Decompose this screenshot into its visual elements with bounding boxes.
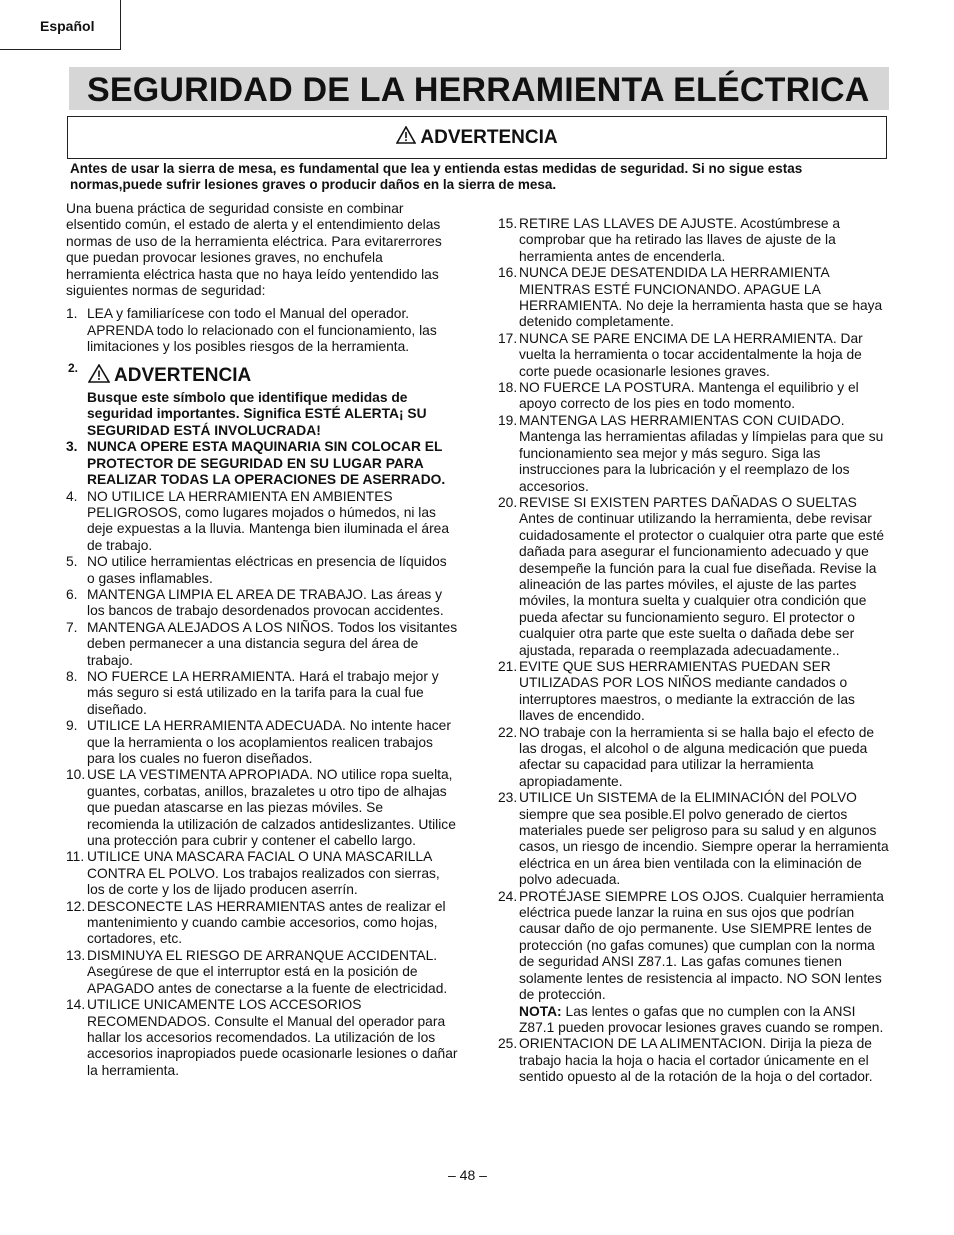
right-column-items [498, 216, 890, 1086]
list-item-11 [66, 849, 458, 898]
list-item-25 [498, 1036, 890, 1085]
item-number: 8. [66, 668, 78, 684]
item-number: 25. [498, 1036, 518, 1052]
item-text: USE LA VESTIMENTA APROPIADA. NO utilice ropa suelta, guantes, corbatas, anillos, brazaletes u otro tipo de alhajas que puedan atascarse en las piezas móviles. Se recomienda la utilización de calzados antideslizantes. Utilice una protección para cubrir y contener el cabello largo. [87, 767, 456, 849]
item-text: MANTENGA LAS HERRAMIENTAS CON CUIDADO. Mantenga las herramientas afiladas y límpielas para que su funcionamiento sea mejor y más seguro. Siga las instrucciones para la lubricación y el reemplazo de los accesorios. [519, 412, 884, 494]
list-item-5 [66, 554, 458, 587]
list-item-23 [498, 790, 890, 888]
note [519, 1004, 890, 1037]
title-bar [69, 67, 889, 110]
list-item-7 [66, 620, 458, 669]
item-text: NUNCA OPERE ESTA MAQUINARIA SIN COLOCAR EL PROTECTOR DE SEGURIDAD EN SU LUGAR PARA REALIZAR TODAS LA OPERACIONES DE ASERRADO. [87, 439, 446, 488]
intro-paragraph: Una buena práctica de seguridad consiste en combinar elsentido común, el estado de alerta y el entendimiento delas normas de uso de la herramienta eléctrica. Para evitarerrores que puedan provocar lesiones graves, no enchufela herramienta eléctrica hasta que no haya leído yentendido las siguientes normas de seguridad: [66, 201, 442, 299]
item-text: NO trabaje con la herramienta si se halla bajo el efecto de las drogas, el alcohol o de alguna medicación que pueda afectar su capacidad para utilizar la herramienta apropiadamente. [519, 724, 875, 789]
item-text: NO UTILICE LA HERRAMIENTA EN AMBIENTES PELIGROSOS, como lugares mojados o húmedos, ni las deje expuestas a la lluvia. Mantenga bien iluminada el área de trabajo. [87, 488, 450, 553]
item-number: 2. [68, 360, 79, 375]
list-item-12 [66, 899, 458, 948]
item-number: 24. [498, 888, 518, 904]
list-item-16 [498, 265, 890, 331]
list-item-17 [498, 331, 890, 380]
advertencia-label: ADVERTENCIA [114, 364, 252, 386]
item-text: UTILICE LA HERRAMIENTA ADECUADA. No intente hacer que la herramienta o los acoplamientos realicen trabajos para los cuales no fueron diseñados. [87, 718, 451, 766]
list-item-2 [66, 360, 458, 440]
page-title: SEGURIDAD DE LA HERRAMIENTA ELÉCTRICA [87, 71, 870, 109]
list-item-14 [66, 997, 458, 1079]
language-tab: Español [0, 0, 121, 50]
item-number: 4. [66, 488, 78, 504]
list-item-19 [498, 413, 890, 495]
item-number: 6. [66, 586, 78, 602]
warning-triangle-icon [88, 364, 110, 386]
item-number: 13. [66, 947, 86, 963]
item-text: UTILICE UNA MASCARA FACIAL O UNA MASCARILLA CONTRA EL POLVO. Los trabajos realizados con sierras, los de corte y los de lijado producen aserrín. [87, 849, 440, 898]
item-text: LEA y familiarícese con todo el Manual del operador. APRENDA todo lo relacionado con el funcionamiento, las limitaciones y los posibles riesgos de la herramienta. [87, 306, 437, 355]
item-text: NO FUERCE LA HERRAMIENTA. Hará el trabajo mejor y más seguro si está utilizado en la tarifa para la cual fue diseñado. [87, 668, 439, 717]
left-column [66, 201, 458, 1079]
item-text: DISMINUYA EL RIESGO DE ARRANQUE ACCIDENTAL. Asegúrese de que el interruptor está en la posición de APAGADO antes de conectarse a la fuente de electricidad. [87, 947, 448, 996]
item-number: 17. [498, 330, 518, 346]
item-number: 10. [66, 767, 86, 783]
item-number: 9. [66, 718, 78, 734]
item-number: 16. [498, 265, 518, 281]
item-number: 15. [498, 216, 518, 231]
item-text: NO utilice herramientas eléctricas en presencia de líquidos o gases inflamables. [87, 554, 447, 586]
item-number: 19. [498, 412, 518, 428]
item-text: ORIENTACION DE LA ALIMENTACION. Dirija la pieza de trabajo hacia la hoja o hacia el cortador únicamente en el sentido opuesto al de la rotación de la hoja o del cortador. [519, 1036, 873, 1085]
item-text: UTILICE UNICAMENTE LOS ACCESORIOS RECOMENDADOS. Consulte el Manual del operador para hallar los accesorios recomendados. La utilización de los accesorios inapropiados puede ocasionarle lesiones o dañar la herramienta. [87, 997, 458, 1078]
item-number: 12. [66, 898, 86, 914]
list-item-4 [66, 489, 458, 555]
warning-box [67, 116, 887, 159]
list-item-20 [498, 495, 890, 659]
item-text: MANTENGA ALEJADOS A LOS NIÑOS. Todos los visitantes deben permanecer a una distancia segura del área de trabajo. [87, 619, 458, 668]
list-item-13 [66, 948, 458, 997]
item-number: 3. [66, 439, 78, 455]
item-text: EVITE QUE SUS HERRAMIENTAS PUEDAN SER UTILIZADAS POR LOS NIÑOS mediante candados o interruptores maestros, o mediante la extracción de las llaves de encendido. [519, 658, 855, 724]
item-number: 7. [66, 619, 78, 635]
note-text: Las lentes o gafas que no cumplen con la ANSI Z87.1 pueden provocar lesiones graves cuando se rompen. [519, 1003, 884, 1035]
item-number: 11. [66, 849, 85, 865]
list-item-8 [66, 669, 458, 718]
item-text: NUNCA DEJE DESATENDIDA LA HERRAMIENTA MIENTRAS ESTÉ FUNCIONANDO. APAGUE LA HERRAMIENTA. No deje la herramienta hasta que se haya detenido completamente. [519, 265, 883, 330]
item-number: 14. [66, 997, 86, 1013]
list-item-6 [66, 587, 458, 620]
item-text: Busque este símbolo que identifique medidas de seguridad importantes. Significa ESTÉ ALERTA¡ SU SEGURIDAD ESTÁ INVOLUCRADA! [87, 390, 427, 438]
page-number: – 48 – [448, 1167, 487, 1183]
item-number: 23. [498, 790, 518, 806]
list-item-10 [66, 767, 458, 849]
item-text: MANTENGA LIMPIA EL AREA DE TRABAJO. Las áreas y los bancos de trabajo desordenados provocan accidentes. [87, 586, 444, 619]
item-text: NO FUERCE LA POSTURA. Mantenga el equilibrio y el apoyo correcto de los pies en todo momento. [519, 380, 859, 412]
item-text: PROTÉJASE SIEMPRE LOS OJOS. Cualquier herramienta eléctrica puede lanzar la ruina en sus ojos que podrían causar daño de ojo permanente. Use SIEMPRE lentes de protección (no gafas comunes) que cumplan con la norma de seguridad ANSI Z87.1. Las gafas comunes tienen solamente lentes de resistencia al impacto. NO SON lentes de protección. [519, 888, 884, 1003]
list-item-1 [66, 306, 458, 355]
list-item-18 [498, 380, 890, 413]
item-number: 22. [498, 724, 518, 740]
intro-warning-text: Antes de usar la sierra de mesa, es fundamental que lea y entienda estas medidas de seguridad. Si no sigue estas normas,puede sufrir lesiones graves o producir daños en la sierra de mesa. [70, 161, 803, 192]
note-label: NOTA: [519, 1003, 562, 1019]
advertencia-subheading [88, 360, 458, 386]
list-item-15 [498, 216, 890, 265]
list-item-24 [498, 889, 890, 1037]
item-text: UTILICE Un SISTEMA de la ELIMINACIÓN del POLVO siempre que sea posible.El polvo generado de ciertos materiales puede ser peligroso para su salud y en algunos casos, un riesgo de incendio. Siempre operar la herramienta eléctrica en un área bien ventilada con la eliminación de polvo adecuada. [519, 790, 889, 888]
warning-heading: ADVERTENCIA [420, 126, 558, 148]
item-text: DESCONECTE LAS HERRAMIENTAS antes de realizar el mantenimiento y cuando cambie accesorios, como hojas, cortadores, etc. [87, 898, 446, 947]
list-item-3 [66, 439, 458, 488]
list-item-9 [66, 718, 458, 767]
item-number: 1. [66, 306, 78, 322]
item-number: 20. [498, 494, 518, 510]
list-item-22 [498, 725, 890, 791]
item-text: REVISE SI EXISTEN PARTES DAÑADAS O SUELTAS Antes de continuar utilizando la herramienta, debe revisar cuidadosamente el protector o cualquier otra parte que esté dañada para asegurar el funcionamiento adecuado y que desempeñe la función para la cual fue diseñada. Revise la alineación de las partes móviles, el ajuste de las partes móviles, la montura suelta y cualquier otra condición que pueda afectar su funcionamiento seguro. El protector o cualquier otra parte que este suelta o dañada debe ser ajustada, reparada o reemplazada adecuadamente.. [519, 494, 885, 658]
item-number: 5. [66, 554, 78, 570]
warning-triangle-icon [396, 126, 416, 150]
item-number: 21. [498, 658, 518, 674]
item-number: 18. [498, 380, 518, 396]
item-text: NUNCA SE PARE ENCIMA DE LA HERRAMIENTA. Dar vuelta la herramienta o tocar accidentalmente la hoja de corte puede ocasionarle lesiones graves. [519, 330, 863, 379]
list-item-21 [498, 659, 890, 725]
item-text: RETIRE LAS LLAVES DE AJUSTE. Acostúmbrese a comprobar que ha retirado las llaves de ajuste de la herramienta antes de encenderla. [519, 216, 841, 264]
